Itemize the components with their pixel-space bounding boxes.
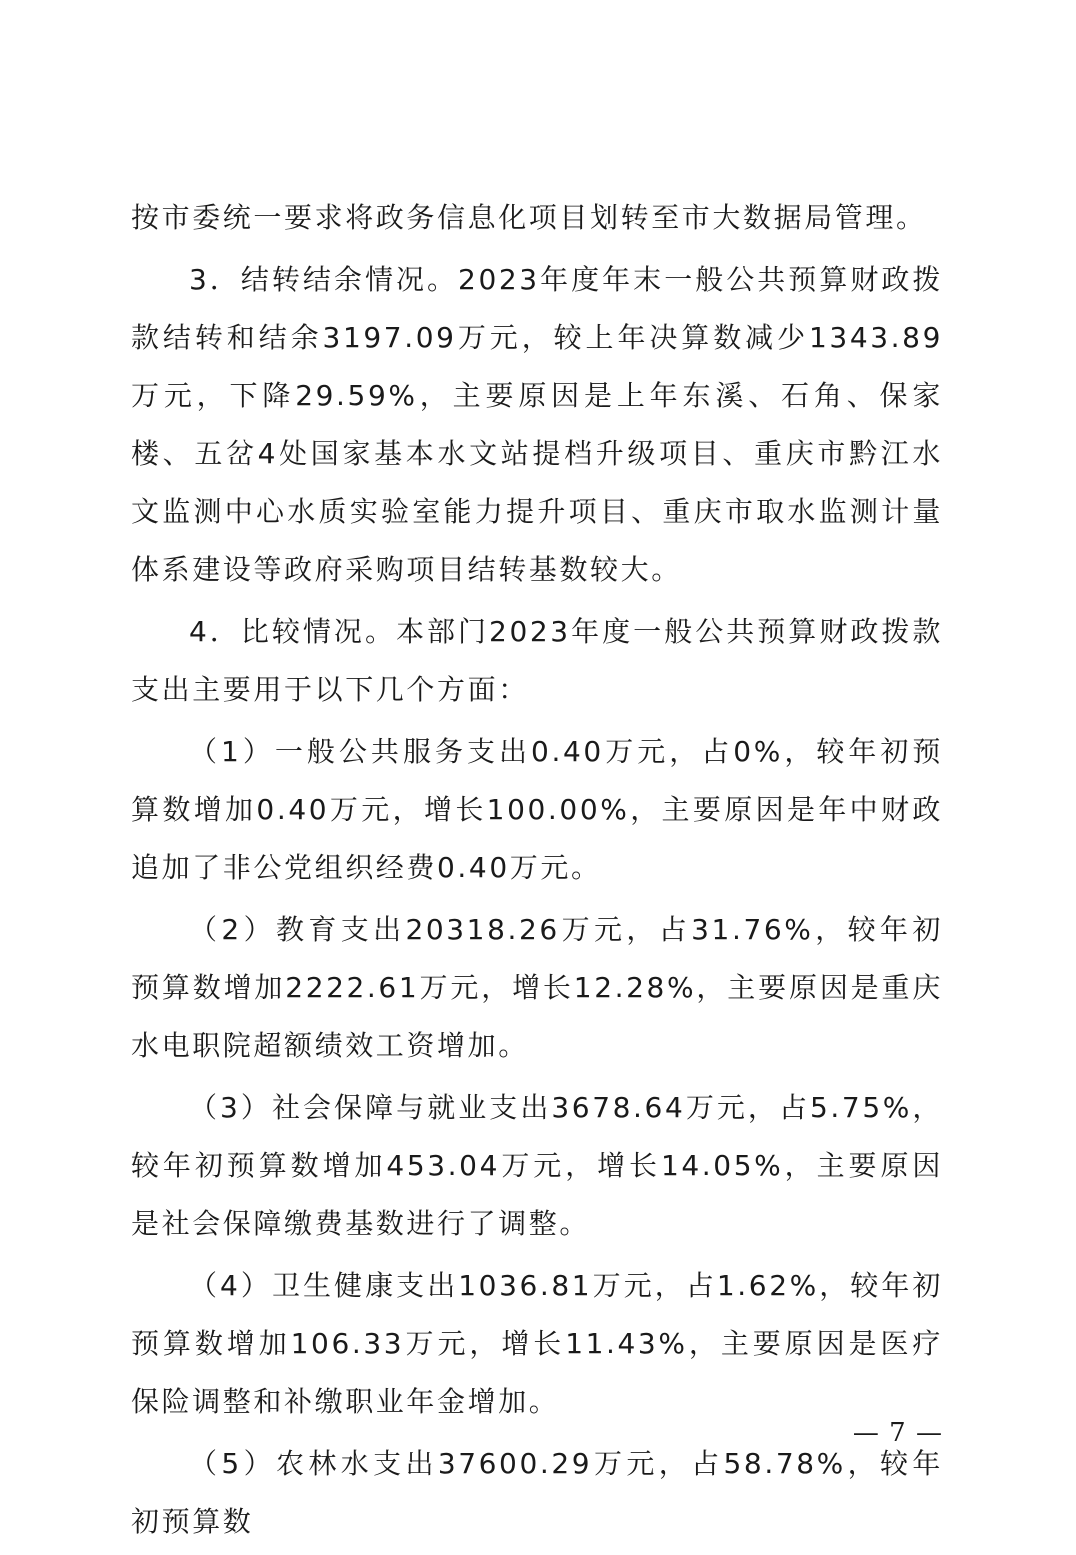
paragraph-continuation: 按市委统一要求将政务信息化项目划转至市大数据局管理。: [131, 201, 927, 234]
paragraph-item-general-public-services: （1）一般公共服务支出0.40万元，占0%，较年初预算数增加0.40万元，增长100.00%，主要原因是年中财政追加了非公党组织经费0.40万元。: [131, 735, 943, 884]
body-text: [131, 189, 943, 1555]
paragraph-item-health: （4）卫生健康支出1036.81万元，占1.62%，较年初预算数增加106.33万元，增长11.43%，主要原因是医疗保险调整和补缴职业年金增加。: [131, 1269, 943, 1418]
page-number: — 7 —: [852, 1418, 943, 1448]
paragraph-carryover-balance: 3．结转结余情况。2023年度年末一般公共预算财政拨款结转和结余3197.09万元，较上年决算数减少1343.89万元，下降29.59%，主要原因是上年东溪、石角、保家楼、五岔4处国家基本水文站提档升级项目、重庆市黔江水文监测中心水质实验室能力提升项目、重庆市取水监测计量体系建设等政府采购项目结转基数较大。: [131, 263, 943, 586]
paragraph-item-education: （2）教育支出20318.26万元，占31.76%，较年初预算数增加2222.61万元，增长12.28%，主要原因是重庆水电职院超额绩效工资增加。: [131, 913, 943, 1062]
paragraph-item-social-security: （3）社会保障与就业支出3678.64万元，占5.75%，较年初预算数增加453.04万元，增长14.05%，主要原因是社会保障缴费基数进行了调整。: [131, 1091, 943, 1240]
paragraph-item-agriculture-water: （5）农林水支出37600.29万元，占58.78%，较年初预算数: [131, 1447, 943, 1538]
paragraph-comparison: 4．比较情况。本部门2023年度一般公共预算财政拨款支出主要用于以下几个方面：: [131, 615, 943, 706]
